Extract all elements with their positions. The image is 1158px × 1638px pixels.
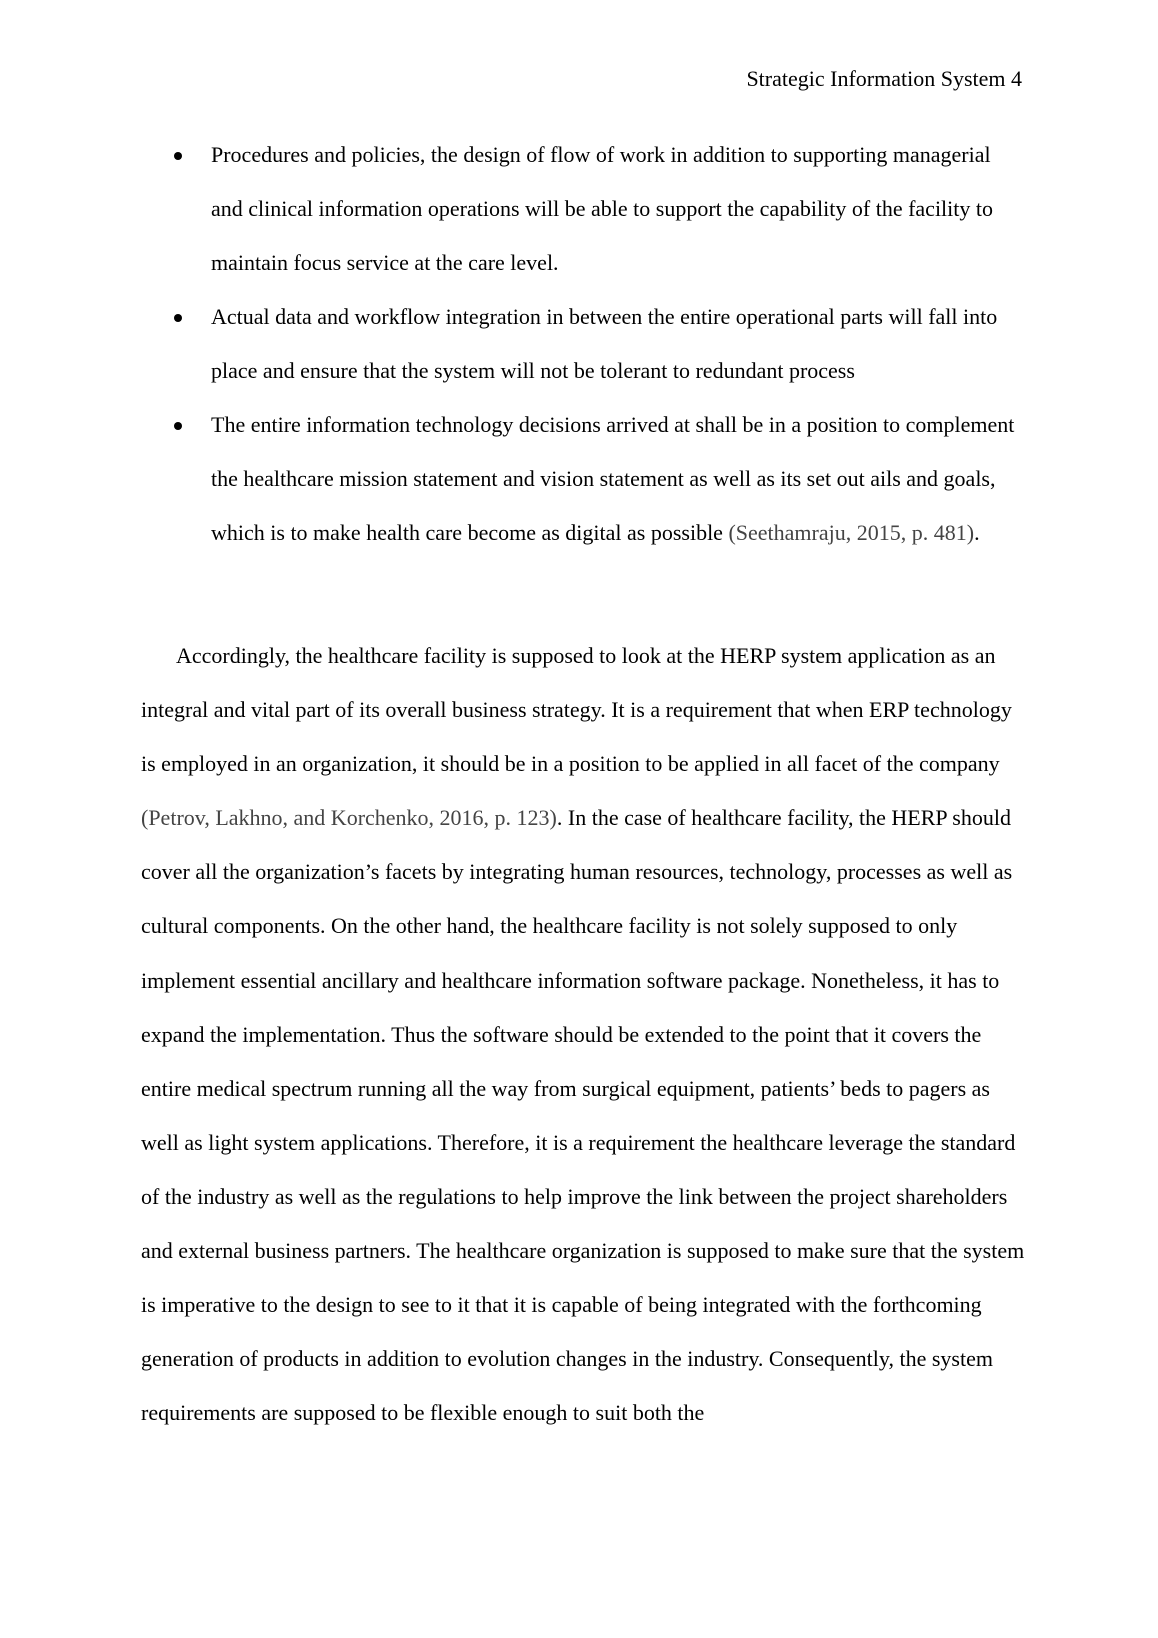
citation: (Seethamraju, 2015, p. 481) — [728, 520, 975, 545]
bullet-item — [0, 128, 1021, 290]
bullet-text: Actual data and workflow integration in between the entire operational parts will fall into place and ensure that the system will not be tolerant to redundant process — [211, 304, 998, 383]
bullet-list — [0, 128, 1158, 560]
bullet-dot-icon — [174, 314, 182, 322]
body-paragraph — [141, 629, 1031, 1440]
bullet-text: The entire information technology decisions arrived at shall be in a position to complement the healthcare mission statement and vision statement as well as its set out ails and goals, which is to make health care become as digital as possible — [211, 412, 1015, 545]
bullet-item — [0, 290, 1021, 398]
bullet-dot-icon — [174, 422, 182, 430]
citation: (Petrov, Lakhno, and Korchenko, 2016, p. 123) — [141, 805, 557, 831]
bullet-text-tail: . — [974, 520, 980, 545]
paragraph-text: Accordingly, the healthcare facility is supposed to look at the HERP system application as an integral and vital part of its overall business strategy. It is a requirement that when ERP technology is employed in an organization, it should be in a position to be applied in all facet of the company — [141, 643, 1012, 777]
paragraph-text: . In the case of healthcare facility, the HERP should cover all the organization’s facets by integrating human resources, technology, processes as well as cultural components. On the other hand, the healthcare facility is not solely supposed to only implement essential ancillary and healthcare information software package. Nonetheless, it has to expand the implementation. Thus the software should be extended to the point that it covers the entire medical spectrum running all the way from surgical equipment, patients’ beds to pagers as well as light system applications. Therefore, it is a requirement the healthcare leverage the standard of the industry as well as the regulations to help improve the link between the project shareholders and external business partners. The healthcare organization is supposed to make sure that the system is imperative to the design to see to it that it is capable of being integrated with the forthcoming generation of products in addition to evolution changes in the industry. Consequently, the system requirements are supposed to be flexible enough to suit both the — [141, 805, 1025, 1426]
bullet-item — [0, 398, 1021, 560]
bullet-dot-icon — [174, 152, 182, 160]
running-head: Strategic Information System 4 — [746, 66, 1022, 91]
bullet-text: Procedures and policies, the design of flow of work in addition to supporting managerial and clinical information operations will be able to support the capability of the facility to maintain focus service at the care level. — [211, 142, 993, 275]
